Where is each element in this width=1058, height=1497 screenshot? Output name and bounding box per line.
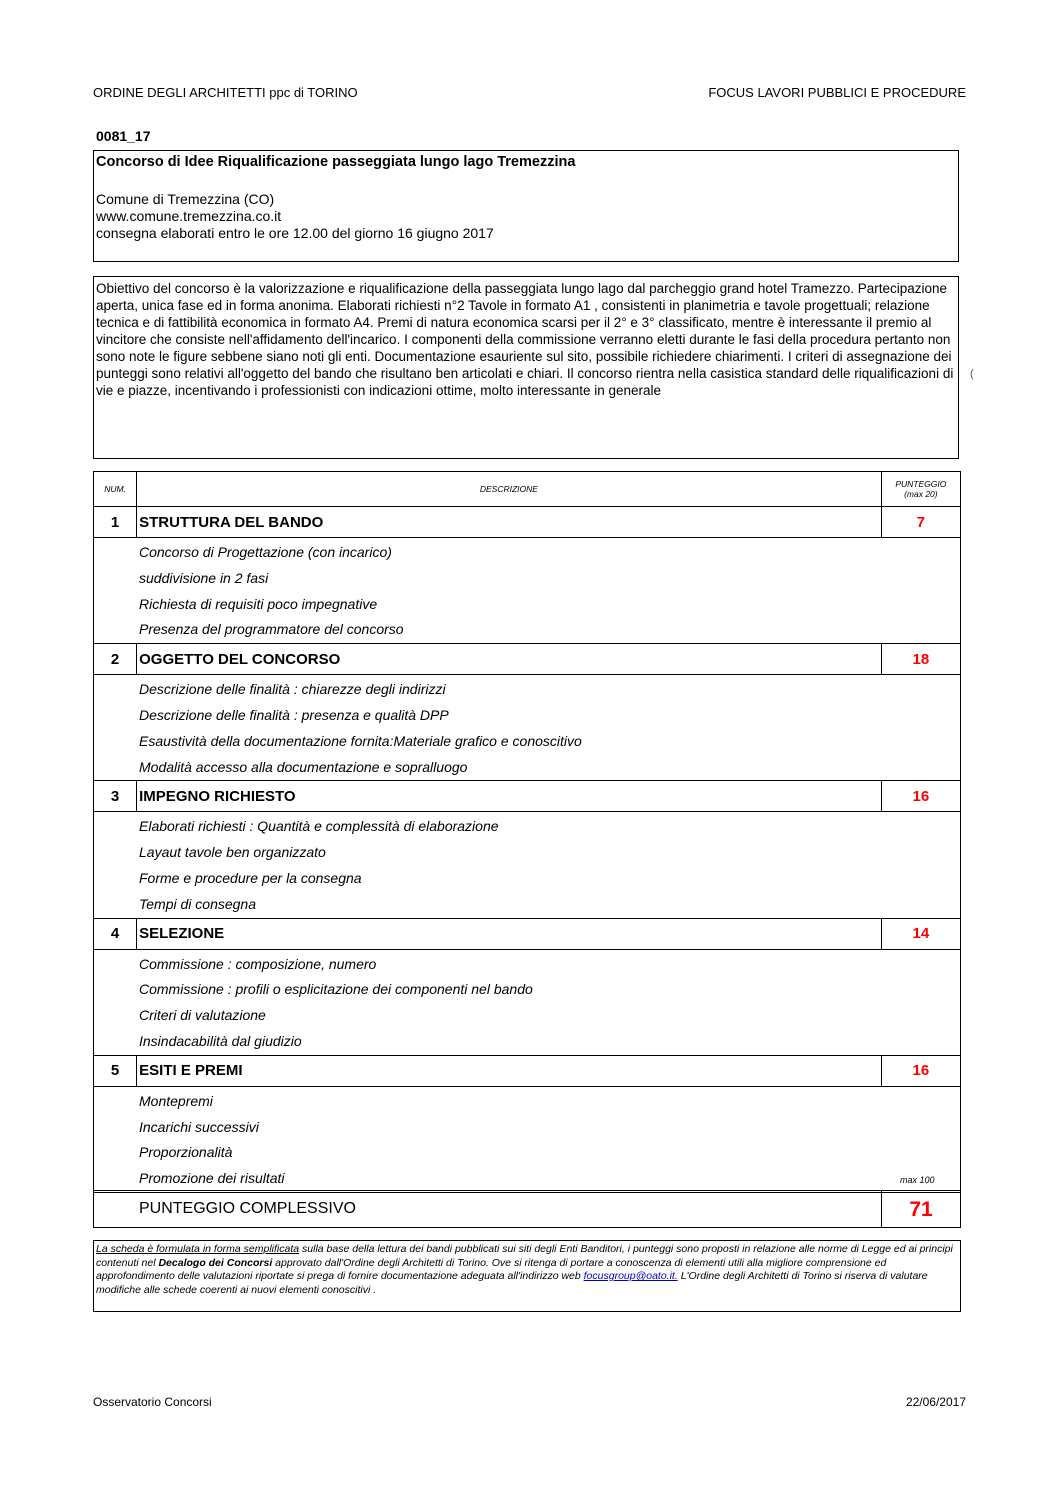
- criterion-item: Layaut tavole ben organizzato: [139, 844, 326, 861]
- criterion-item: Concorso di Progettazione (con incarico): [139, 544, 392, 560]
- criterion-item: Commissione : profili o esplicitazione dei componenti nel bando: [139, 981, 533, 998]
- section-score: 7: [881, 507, 960, 538]
- criterion-item: Descrizione delle finalità : presenza e qualità DPP: [139, 706, 449, 723]
- section-score: 16: [881, 781, 960, 812]
- section-items-row: [94, 1086, 961, 1192]
- column-header-score: [881, 472, 960, 507]
- section-score: 18: [881, 644, 960, 675]
- footer-date: 22/06/2017: [905, 1395, 966, 1409]
- section-items-row: [94, 675, 961, 781]
- section-row: [94, 507, 961, 538]
- competition-info-box: [93, 150, 959, 262]
- section-row: [94, 918, 961, 949]
- record-code: 0081_17: [96, 128, 151, 144]
- section-row: [94, 1055, 961, 1086]
- criterion-item: Montepremi: [139, 1092, 213, 1109]
- criterion-item: Criteri di valutazione: [139, 1007, 266, 1024]
- section-number: 2: [94, 644, 137, 675]
- column-header-score-max: (max 20): [904, 489, 938, 499]
- section-items-row: [94, 538, 961, 644]
- criteria-list: [139, 677, 960, 780]
- criterion-item: suddivisione in 2 fasi: [139, 569, 269, 586]
- note-text-1: sulla base della lettura dei bandi pubblicati sui siti degli Enti Banditori, i punteggi sono proposti in relazione alle norme di Legge ed ai principi contenuti nel: [96, 1243, 953, 1269]
- section-title: SELEZIONE: [137, 918, 882, 949]
- section-title: OGGETTO DEL CONCORSO: [137, 644, 882, 675]
- total-score-label: PUNTEGGIO COMPLESSIVO: [139, 1200, 356, 1217]
- column-header-num: NUM.: [94, 472, 137, 507]
- header-left: ORDINE DEGLI ARCHITETTI ppc di TORINO: [93, 85, 358, 100]
- criterion-item: Descrizione delle finalità : chiarezze degli indirizzi: [139, 681, 446, 698]
- section-row: [94, 781, 961, 812]
- section-number: 5: [94, 1055, 137, 1086]
- criterion-item: Commissione : composizione, numero: [139, 955, 377, 972]
- competition-description: Obiettivo del concorso è la valorizzazione e riqualificazione della passeggiata lungo lago dal parcheggio grand hotel Tramezzo. Partecipazione aperta, unica fase ed in forma anonima. Elaborati richiesti n°2 Tavole in formato A1 , consistenti in planimetria e tavole progettuali; relazione tecnica e di fattibilità economica in formato A4. Premi di natura economica scarsi per il 2° e 3° classificato, mentre è interessante il premio al vincitore che consiste nell'affidamento dell'incarico. I componenti della commissione verranno eletti durante le fasi della procedura pertanto non sono note le figure sebbene siano noti gli enti. Documentazione esauriente sul sito, possibile richiedere chiarimenti. I criteri di assegnazione dei punteggi sono relativi all'oggetto del bando che risultano ben articolati e chiari. Il concorso rientra nella casistica standard delle riqualificazioni di vie e piazze, incentivando i professionisti con indicazioni ottime, molto interessante in generale: [93, 276, 959, 459]
- section-items-row: [94, 949, 961, 1055]
- margin-glyph: (: [970, 368, 974, 380]
- evaluation-table: [93, 471, 961, 1193]
- note-text-3: L'Ordine degli Architetti di Torino si riserva di valutare modifiche alle schede coerenti ai nuovi elementi conoscitivi .: [96, 1270, 928, 1296]
- section-score: 16: [881, 1055, 960, 1086]
- section-items-row: [94, 812, 961, 918]
- criterion-item: Tempi di consegna: [139, 895, 257, 912]
- competition-title: Concorso di Idee Riqualificazione passeggiata lungo lago Tremezzina: [96, 154, 576, 170]
- note-text-2: approvato dall'Ordine degli Architetti di Torino. Ove si ritenga di portare a conoscenza di elementi utili alla migliore comprensione ed approfondimento delle valutazioni riportate si prega di fornire documentazione adeguata all'indirizzo web: [96, 1256, 887, 1283]
- footer-left: Osservatorio Concorsi: [93, 1395, 212, 1409]
- criterion-item: Presenza del programmatore del concorso: [139, 621, 404, 638]
- section-title: ESITI E PREMI: [137, 1055, 882, 1086]
- email-link[interactable]: focusgroup@oato.it.: [583, 1270, 678, 1283]
- note-decalogo: Decalogo dei Concorsi: [158, 1256, 273, 1269]
- criterion-item: Promozione dei risultati: [139, 1170, 285, 1187]
- header-right: FOCUS LAVORI PUBBLICI E PROCEDURE: [708, 85, 966, 100]
- criteria-list: [139, 1089, 960, 1192]
- section-number: 4: [94, 918, 137, 949]
- criterion-item: Richiesta di requisiti poco impegnative: [139, 595, 378, 612]
- section-number: 1: [94, 507, 137, 538]
- disclaimer-note: [93, 1240, 961, 1312]
- criterion-item: Insindacabilità dal giudizio: [139, 1032, 302, 1049]
- competition-deadline: consegna elaborati entro le ore 12.00 del giorno 16 giugno 2017: [96, 225, 494, 241]
- criterion-item: Esaustività della documentazione fornita:Materiale grafico e conoscitivo: [139, 732, 582, 749]
- criteria-list: [139, 540, 960, 643]
- column-header-description: DESCRIZIONE: [137, 472, 882, 507]
- section-title: STRUTTURA DEL BANDO: [137, 507, 882, 538]
- table-header-row: [94, 472, 961, 507]
- criterion-item: Elaborati richiesti : Quantità e complessità di elaborazione: [139, 818, 499, 835]
- competition-website: www.comune.tremezzina.co.it: [96, 208, 282, 224]
- total-score-box: [93, 1190, 961, 1228]
- criterion-item: Modalità accesso alla documentazione e sopralluogo: [139, 758, 468, 775]
- section-row: [94, 644, 961, 675]
- criteria-list: [139, 952, 960, 1055]
- criterion-item: Proporzionalità: [139, 1144, 233, 1161]
- section-number: 3: [94, 781, 137, 812]
- total-score-value: 71: [881, 1190, 961, 1228]
- criterion-item: Incarichi successivi: [139, 1118, 259, 1135]
- max-total-label: max 100: [900, 1175, 935, 1185]
- section-title: IMPEGNO RICHIESTO: [137, 781, 882, 812]
- column-header-score-label: PUNTEGGIO: [895, 479, 947, 489]
- criterion-item: Forme e procedure per la consegna: [139, 869, 362, 886]
- competition-entity: Comune di Tremezzina (CO): [96, 191, 275, 207]
- criteria-list: [139, 814, 960, 917]
- note-emphasis: La scheda è formulata in forma semplificata: [96, 1243, 300, 1255]
- section-score: 14: [881, 918, 960, 949]
